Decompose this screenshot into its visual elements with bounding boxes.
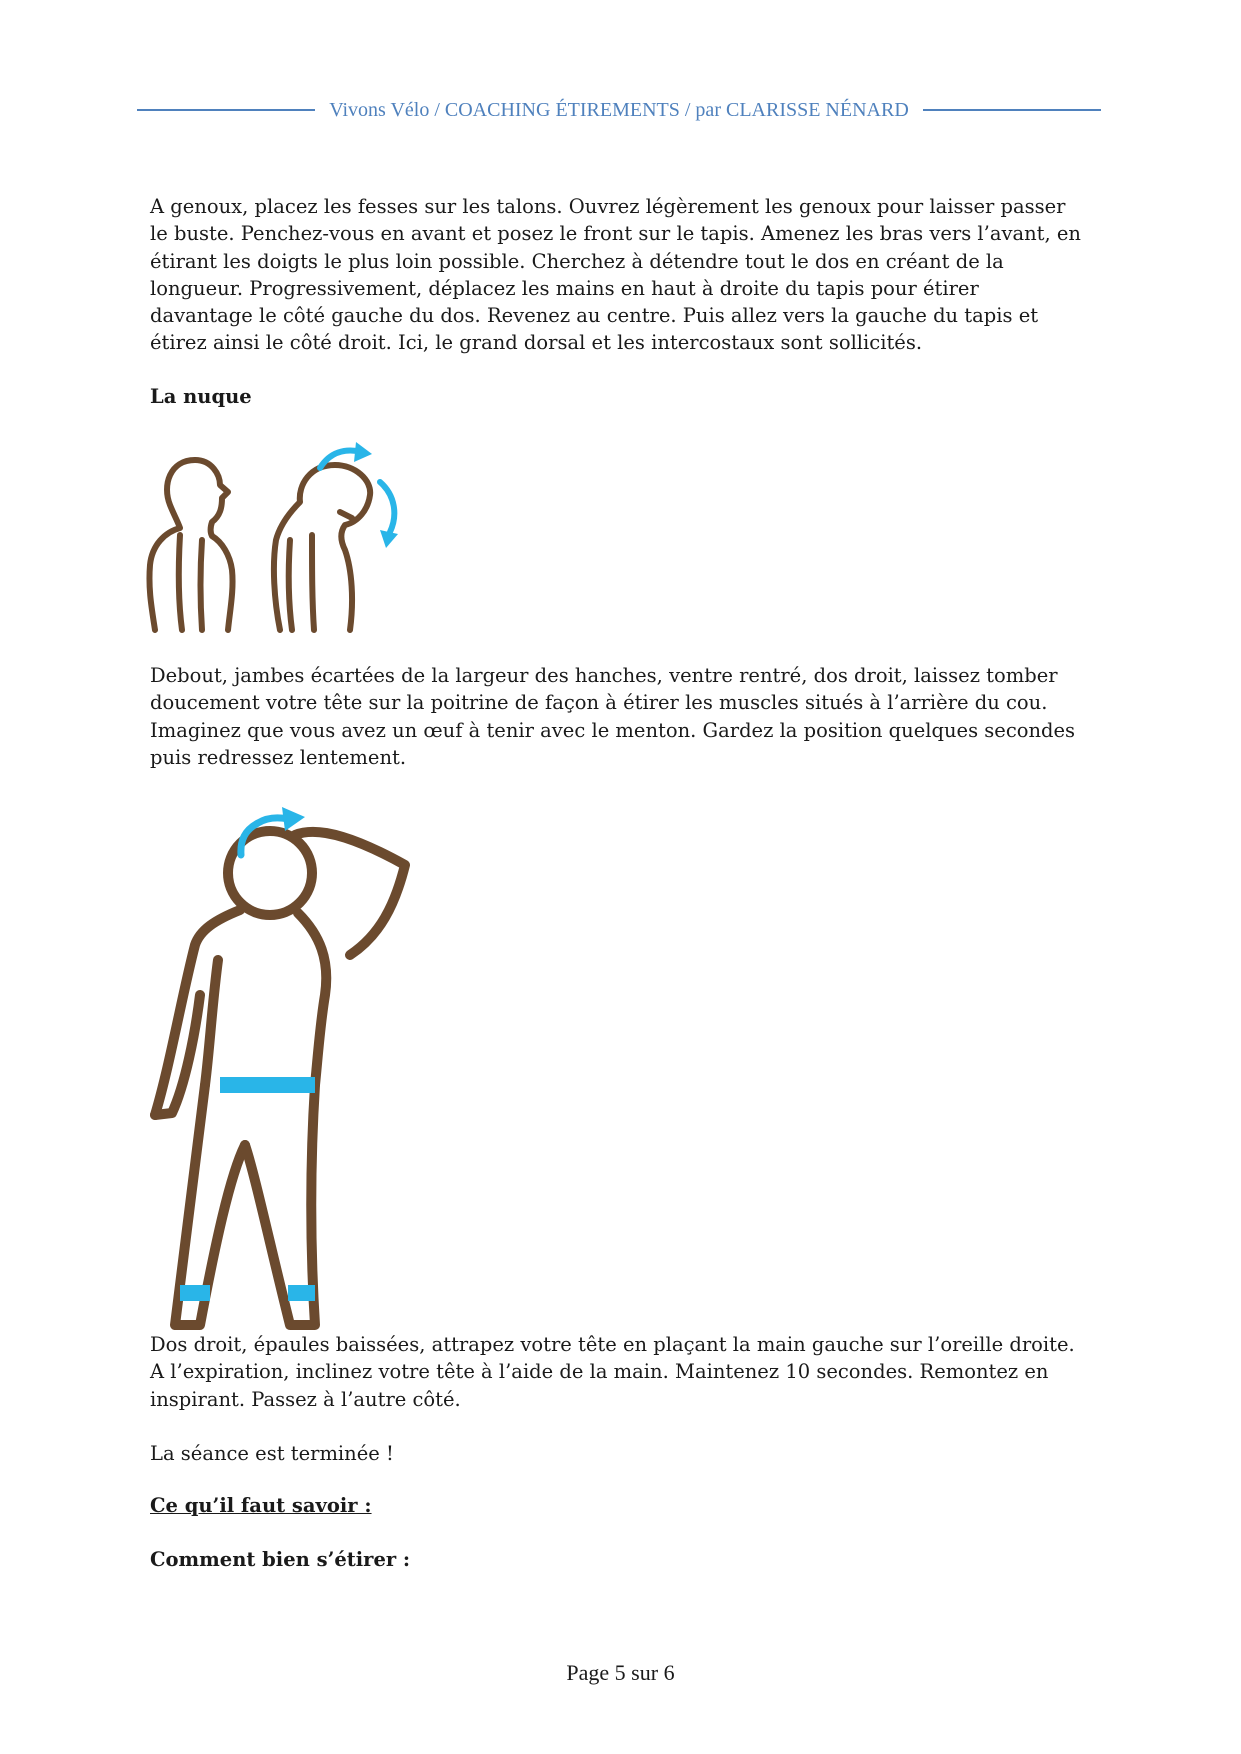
header-rule-left: [137, 109, 315, 111]
page-header: [137, 90, 1101, 130]
lateral-neck-stretch-illustration: [140, 795, 430, 1335]
heading-how-to-stretch: Comment bien s’étirer :: [150, 1548, 411, 1571]
header-rule-right: [923, 109, 1101, 111]
heading-what-to-know: Ce qu’il faut savoir :: [150, 1494, 372, 1517]
paragraph-child-pose: A genoux, placez les fesses sur les talons. Ouvrez légèrement les genoux pour laisser passer le buste. Penchez-vous en avant et posez le front sur le tapis. Amenez les bras vers l’avant, en étirant les doigts le plus loin possible. Cherchez à détendre tout le dos en créant de la longueur. Progressivement, déplacez les mains en haut à droite du tapis pour étirer davantage le côté gauche du dos. Revenez au centre. Puis allez vers la gauche du tapis et étirez ainsi le côté droit. Ici, le grand dorsal et les intercostaux sont sollicités.: [150, 195, 1081, 355]
header-title: Vivons Vélo / COACHING ÉTIREMENTS / par CLARISSE NÉNARD: [329, 98, 909, 121]
page-number: Page 5 sur 6: [566, 1660, 675, 1685]
heading-nuque: La nuque: [150, 385, 252, 408]
paragraph-session-end: La séance est terminée !: [150, 1442, 394, 1465]
paragraph-lateral-stretch: Dos droit, épaules baissées, attrapez votre tête en plaçant la main gauche sur l’oreille droite. A l’expiration, inclinez votre tête à l’aide de la main. Maintenez 10 secondes. Remontez en inspirant. Passez à l’autre côté.: [150, 1333, 1075, 1411]
paragraph-neck-flexion: Debout, jambes écartées de la largeur des hanches, ventre rentré, dos droit, laissez tomber doucement votre tête sur la poitrine de façon à étirer les muscles situés à l’arrière du cou. Imaginez que vous avez un œuf à tenir avec le menton. Gardez la position quelques secondes puis redressez lentement.: [150, 664, 1076, 769]
neck-flexion-illustration: [140, 440, 430, 640]
